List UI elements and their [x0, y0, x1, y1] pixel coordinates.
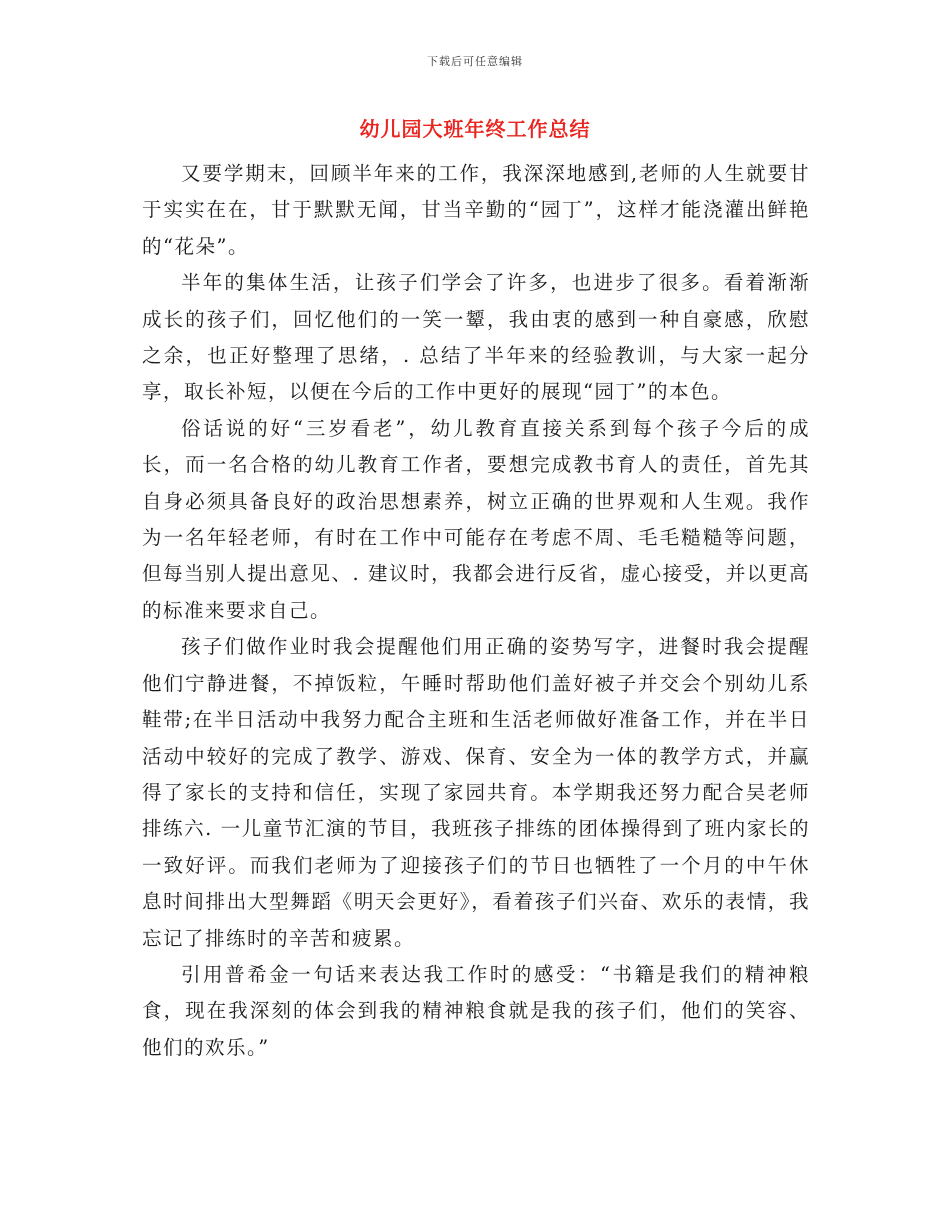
header-note: 下载后可任意编辑	[427, 55, 523, 68]
paragraph-5: 引用普希金一句话来表达我工作时的感受：“书籍是我们的精神粮食，现在我深刻的体会到我的精神粮食就是我的孩子们，他们的笑容、他们的欢乐。”	[142, 962, 810, 1059]
paragraph-1: 又要学期末，回顾半年来的工作，我深深地感到,老师的人生就要甘于实实在在，甘于默默无闻，甘当辛勤的“园丁”，这样才能浇灌出鲜艳的“花朵”。	[142, 162, 810, 258]
document-body	[142, 156, 810, 1066]
paragraph-3: 俗话说的好“三岁看老”，幼儿教育直接关系到每个孩子今后的成长，而一名合格的幼儿教育工作者，要想完成教书育人的责任，首先其自身必须具备良好的政治思想素养，树立正确的世界观和人生观。我作为一名年轻老师，有时在工作中可能存在考虑不周、毛毛糙糙等问题，但每当别人提出意见、. 建议时，我都会进行反省，虚心接受，并以更高的标准来要求自己。	[142, 416, 810, 622]
paragraph-4: 孩子们做作业时我会提醒他们用正确的姿势写字，进餐时我会提醒他们宁静进餐，不掉饭粒，午睡时帮助他们盖好被子并交会个别幼儿系鞋带;在半日活动中我努力配合主班和生活老师做好准备工作，并在半日活动中较好的完成了教学、游戏、保育、安全为一体的教学方式，并赢得了家长的支持和信任，实现了家园共育。本学期我还努力配合吴老师排练六. 一儿童节汇演的节目，我班孩子排练的团体操得到了班内家长的一致好评。而我们老师为了迎接孩子们的节日也牺牲了一个月的中午休息时间排出大型舞蹈《明天会更好》，看着孩子们兴奋、欢乐的表情，我忘记了排练时的辛苦和疲累。	[142, 635, 810, 950]
document-title: 幼儿园大班年终工作总结	[359, 117, 591, 141]
paragraph-2: 半年的集体生活，让孩子们学会了许多，也进步了很多。看着渐渐成长的孩子们，回忆他们的一笑一颦，我由衷的感到一种自豪感，欣慰之余，也正好整理了思绪，. 总结了半年来的经验教训，与大家一起分享，取长补短，以便在今后的工作中更好的展现“园丁”的本色。	[142, 271, 810, 404]
